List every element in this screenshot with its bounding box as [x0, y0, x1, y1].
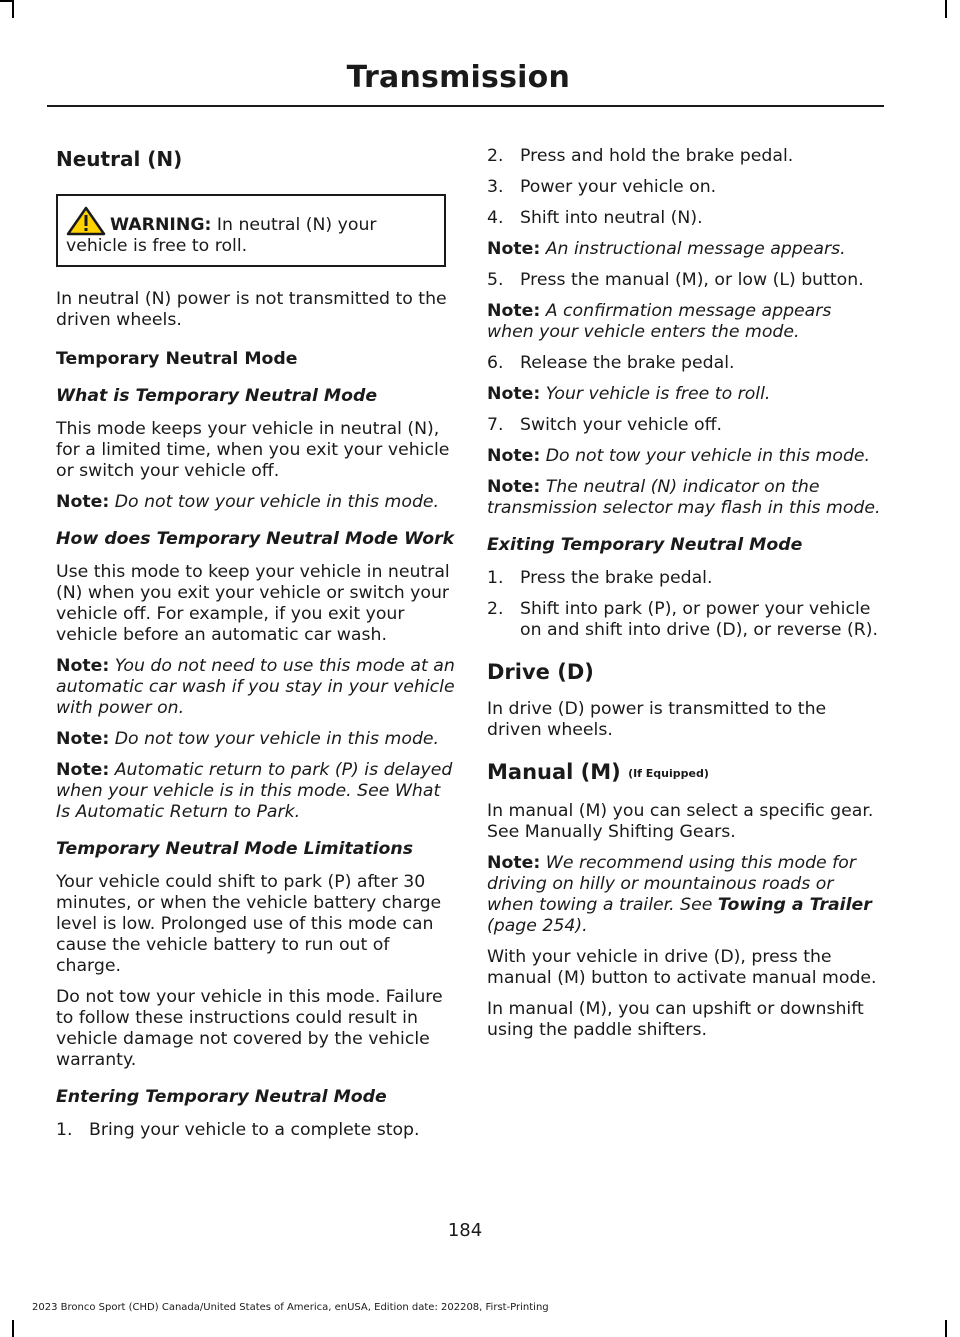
note-label: Note:: [56, 729, 110, 749]
crop-mark: [12, 1320, 14, 1337]
step-number: 7.: [487, 415, 504, 435]
paragraph: Do not tow your vehicle in this mode. Failure to follow these instructions could result in vehicle damage not covered by the vehicle warranty.: [56, 987, 443, 1070]
crop-mark: [945, 0, 947, 18]
subheading-what-is: What is Temporary Neutral Mode: [56, 386, 378, 406]
subheading-entering: Entering Temporary Neutral Mode: [56, 1087, 387, 1107]
step-number: 2.: [487, 146, 504, 166]
list-item: [487, 415, 882, 436]
note-label: Note:: [56, 656, 110, 676]
note-text: An instructional message appears.: [540, 239, 846, 259]
note-text: Automatic return to park (P) is delayed when your vehicle is in this mode. See What Is Automatic Return to Park.: [56, 760, 453, 822]
note-label: Note:: [487, 446, 541, 466]
note-text: A confirmation message appears when your vehicle enters the mode.: [487, 301, 832, 342]
page-number: 184: [447, 1220, 483, 1241]
note: [56, 760, 456, 823]
note-text: Do not tow your vehicle in this mode.: [109, 492, 440, 512]
step-text: Press the manual (M), or low (L) button.: [520, 270, 864, 290]
step-text: Shift into neutral (N).: [520, 208, 703, 228]
warning-text: In neutral (N) your vehicle is free to roll.: [66, 215, 377, 256]
step-number: 6.: [487, 353, 504, 373]
crop-mark: [0, 0, 12, 2]
subheading-how-does: How does Temporary Neutral Mode Work: [56, 529, 455, 549]
note: [56, 656, 456, 719]
list-item: [487, 599, 882, 641]
note-label: Note:: [56, 492, 110, 512]
paragraph: Use this mode to keep your vehicle in neutral (N) when you exit your vehicle or switch your vehicle off. For example, if you exit your vehicle before an automatic car wash.: [56, 562, 450, 645]
note: [487, 301, 882, 343]
cross-reference-link[interactable]: Towing a Trailer: [717, 895, 872, 915]
page-footer: 2023 Bronco Sport (CHD) Canada/United States of America, enUSA, Edition date: 202208, First-Printing: [32, 1302, 549, 1313]
left-column: [56, 146, 456, 1151]
note: [487, 477, 882, 519]
header-divider: [47, 105, 884, 107]
note-label: Note:: [487, 853, 541, 873]
section-heading-drive: Drive (D): [487, 660, 594, 684]
warning-label: WARNING:: [110, 215, 212, 235]
step-number: 3.: [487, 177, 504, 197]
note: [487, 239, 882, 260]
paragraph: In manual (M), you can upshift or downshift using the paddle shifters.: [487, 999, 864, 1040]
note-text: Do not tow your vehicle in this mode.: [109, 729, 440, 749]
subheading-exiting: Exiting Temporary Neutral Mode: [487, 535, 803, 555]
step-text: Press the brake pedal.: [520, 568, 713, 588]
note: [56, 729, 456, 750]
paragraph: In neutral (N) power is not transmitted to the driven wheels.: [56, 289, 447, 330]
note-label: Note:: [487, 239, 541, 259]
crop-mark: [12, 0, 14, 18]
list-item: [56, 1120, 456, 1141]
paragraph: Your vehicle could shift to park (P) after 30 minutes, or when the vehicle battery charge level is low. Prolonged use of this mode can cause the vehicle battery to run out of charge.: [56, 872, 442, 976]
section-heading-manual: [487, 759, 882, 787]
note: [487, 384, 882, 405]
crop-mark: [945, 1320, 947, 1337]
manual-heading-text: Manual (M): [487, 760, 621, 784]
note-label: Note:: [487, 477, 541, 497]
heading-temporary-neutral-mode: Temporary Neutral Mode: [56, 349, 298, 369]
paragraph: In manual (M) you can select a specific gear. See Manually Shifting Gears.: [487, 801, 874, 842]
step-number: 4.: [487, 208, 504, 228]
note-label: Note:: [56, 760, 110, 780]
list-item: [487, 270, 882, 291]
step-number: 1.: [56, 1120, 73, 1140]
step-text: Release the brake pedal.: [520, 353, 735, 373]
note: [487, 853, 882, 937]
note-text: The neutral (N) indicator on the transmission selector may flash in this mode.: [487, 477, 881, 518]
page-header-title: Transmission: [346, 60, 570, 95]
step-text: Shift into park (P), or power your vehicle on and shift into drive (D), or reverse (R).: [520, 599, 879, 640]
list-item: [487, 353, 882, 374]
note-text-tail: (page 254).: [487, 916, 588, 936]
step-text: Press and hold the brake pedal.: [520, 146, 794, 166]
step-text: Power your vehicle on.: [520, 177, 717, 197]
list-item: [487, 568, 882, 589]
step-number: 5.: [487, 270, 504, 290]
note: [56, 492, 456, 513]
list-item: [487, 177, 882, 198]
section-heading-neutral: Neutral (N): [56, 147, 183, 171]
note-text: Do not tow your vehicle in this mode.: [540, 446, 871, 466]
note-label: Note:: [487, 384, 541, 404]
if-equipped-label: (If Equipped): [628, 767, 709, 780]
step-text: Bring your vehicle to a complete stop.: [89, 1120, 420, 1140]
step-text: Switch your vehicle off.: [520, 415, 722, 435]
subheading-limitations: Temporary Neutral Mode Limitations: [56, 839, 413, 859]
paragraph: In drive (D) power is transmitted to the driven wheels.: [487, 699, 827, 740]
note-text: Your vehicle is free to roll.: [540, 384, 771, 404]
note: [487, 446, 882, 467]
note-label: Note:: [487, 301, 541, 321]
paragraph: This mode keeps your vehicle in neutral (N), for a limited time, when you exit your vehicle or switch your vehicle off.: [56, 419, 450, 481]
step-number: 1.: [487, 568, 504, 588]
warning-triangle-icon: [66, 206, 106, 236]
note-text: We recommend using this mode for driving on hilly or mountainous roads or when towing a trailer. See: [487, 853, 856, 915]
step-number: 2.: [487, 599, 504, 619]
list-item: [487, 146, 882, 167]
paragraph: With your vehicle in drive (D), press the manual (M) button to activate manual mode.: [487, 947, 877, 988]
list-item: [487, 208, 882, 229]
right-column: [487, 146, 882, 1051]
note-text: You do not need to use this mode at an automatic car wash if you stay in your vehicle with power on.: [56, 656, 455, 718]
warning-box: [56, 194, 446, 267]
